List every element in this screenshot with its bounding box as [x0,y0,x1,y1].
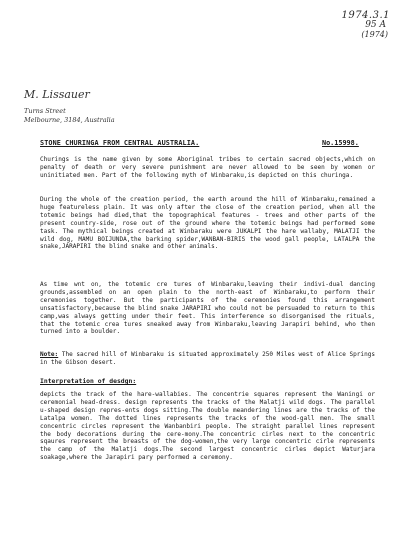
paragraph-interpretation: depicts the track of the hare-wallabies. The concentrie squares represent the Waningi or ceremonial head-dress. design represents the tracks of the Malatji wild dogs. The parallel u-shaped design repres-ents dogs sitting.The double meandering lines are the tracks of the Latalpa women. The dotted lines represents the tracks of the wood-gall men. The small concentric circles represent the Wanbanbiri people. The straight parallel lines represent the body decorations during the cere-mony.The concentric cirles next to the concentric sqaures represent the breasts of the dog-women,the very large concentric cirle represents the camp of the Malatji dogs.The second largest concentric cirles depict Waturjara soakage,where the Jarapiri pary performed a ceremony. [40,391,375,462]
address-street: Turns Street [24,107,66,115]
interpretation-heading: Interpretation of desdgn: [40,377,137,385]
address-city: Melbourne, 3184, Australia [24,116,115,124]
document-number: No.15998. [322,139,359,147]
handwritten-item-ref-year: (1974) [361,30,388,39]
address-stamp [24,88,154,125]
note-label: Note: [40,351,59,358]
document-title: STONE CHURINGA FROM CENTRAL AUSTRALIA. [40,139,200,147]
paragraph-note [40,351,375,367]
paragraph-intro: Churings is the name given by some Aboriginal tribes to certain sacred objects,which on penalty of death or very severe punishment are never allowed to be seen by women or uninitiated men. Part of the following myth of Winbaraku,is depicted on this churinga. [40,156,375,179]
address-name: M. Lissauer [24,88,90,101]
note-text: The sacred hill of Winbaraku is situated approximately 250 Miles west of Alice Springs in the Gibson desert. [40,351,375,366]
handwritten-accession-number: 1974.3.1 [341,10,390,21]
handwritten-item-ref: 95 A [365,20,386,30]
paragraph-ceremonies: As time wnt on, the totemic cre tures of Winbaraku,leaving their indivi-dual dancing grounds,assembled on an open plain to the north-east of Winbaraku,to perform their ceremonies together. But the participants of the ceremonies found this arrangement unsatisfactory,because the blind snake JARAPIRI who could not be persuaded to return to this camp,was always getting under their feet. This interference so disorganised the rituals, that the totemic crea tures sneaked away from Winbaraku,leaving Jarapiri behind, who then turned into a boulder. [40,281,375,336]
paragraph-creation: During the whole of the creation period, the earth around the hill of Winbaraku,remained a huge featureless plain. It was only after the close of the creation period, when all the totemic beings had died,that the topographical features - trees and other parts of the present country-side, rose out of the ground where the totemic beings had performed some task. The mythical beings created at Winbaraku were JUKALPI the hare wallaby, MALATJI the wild dog, MAMU BOIJUNDA,the barking spider,WANBAN-BIRIS the wood gall people, LATALPA the snake,JARAPIRI the blind snake and other animals. [40,196,375,251]
